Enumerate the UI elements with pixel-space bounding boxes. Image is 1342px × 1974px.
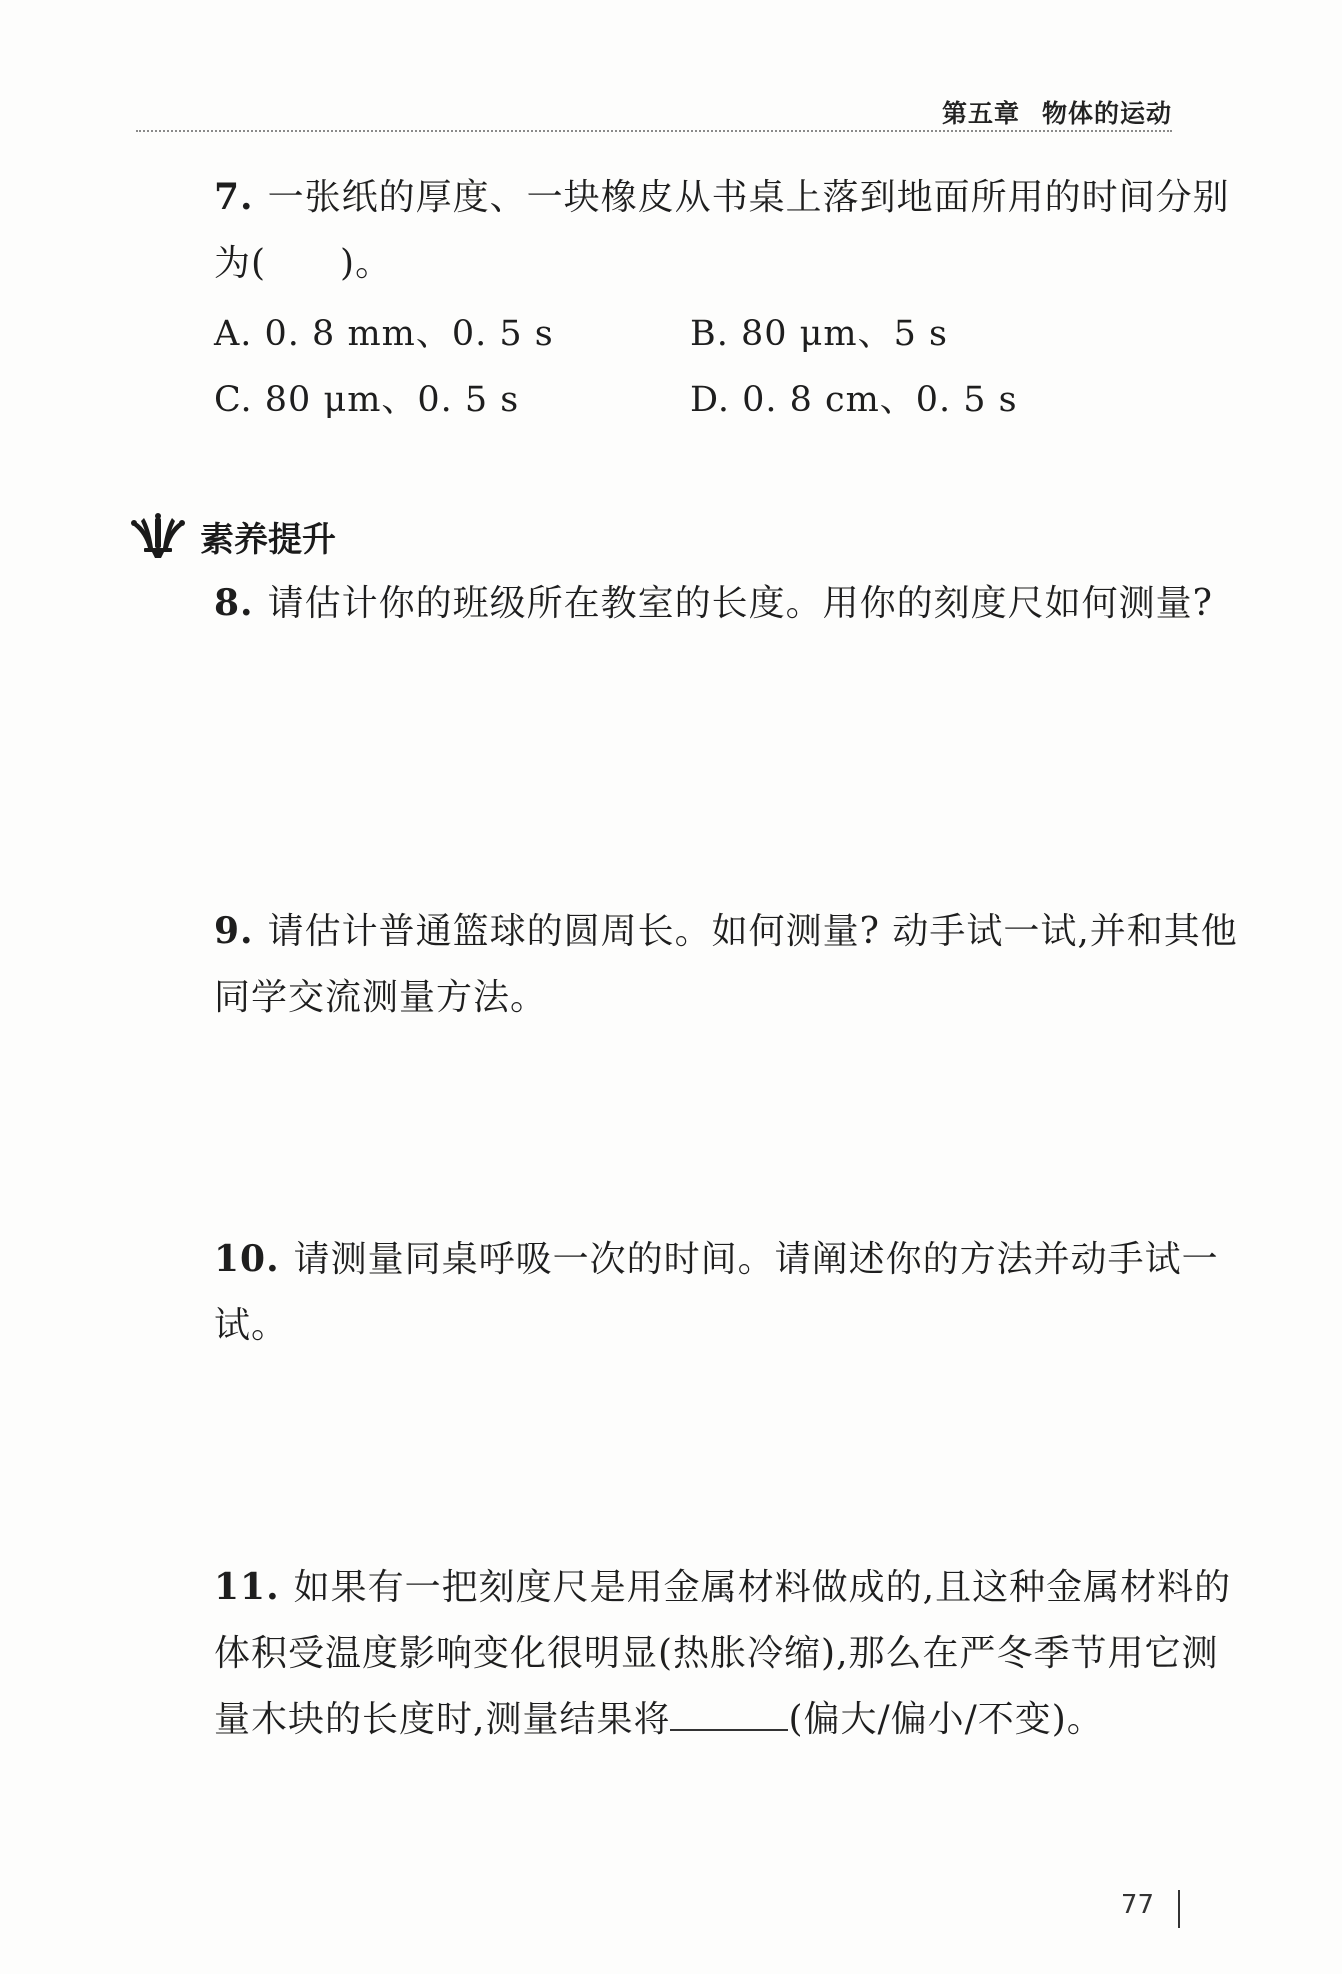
option-c: C. 80 μm、0. 5 s: [214, 380, 520, 420]
chapter-title: [942, 94, 1172, 130]
crown-ornament-icon: [130, 512, 186, 560]
option-a: A. 0. 8 mm、0. 5 s: [214, 314, 554, 354]
question-number: 8.: [214, 582, 254, 624]
question-number: 7.: [214, 176, 254, 218]
question-text: 如果有一把刻度尺是用金属材料做成的,且这种金属材料的体积受温度影响变化很明显(热胀冷缩),那么在严冬季节用它测量木块的长度时,测量结果将: [214, 1567, 1232, 1740]
chapter-name: 物体的运动: [1041, 99, 1172, 128]
question-11: [136, 1554, 1250, 1753]
option-b: B. 80 μm、5 s: [690, 314, 948, 354]
running-header: [136, 94, 1172, 132]
question-number: 11.: [214, 1566, 280, 1608]
question-10: [136, 1226, 1250, 1359]
section-heading: [130, 508, 336, 564]
chapter-number: 第五章: [941, 99, 1020, 128]
question-text-end: (偏大/偏小/不变)。: [788, 1699, 1104, 1740]
question-number: 10.: [214, 1238, 280, 1280]
question-7: [136, 164, 1250, 297]
answer-blank[interactable]: [670, 1693, 788, 1731]
question-text: 请估计你的班级所在教室的长度。用你的刻度尺如何测量?: [267, 583, 1213, 624]
question-9: [136, 898, 1250, 1031]
page-number: 77: [1120, 1890, 1154, 1920]
page-number-bar: [1178, 1890, 1180, 1928]
section-label: 素养提升: [200, 519, 336, 560]
question-text: 一张纸的厚度、一块橡皮从书桌上落到地面所用的时间分别为( )。: [214, 177, 1230, 284]
question-text: 请估计普通篮球的圆周长。如何测量? 动手试一试,并和其他同学交流测量方法。: [214, 911, 1238, 1018]
question-number: 9.: [214, 910, 254, 952]
question-8: [136, 570, 1250, 637]
option-d: D. 0. 8 cm、0. 5 s: [690, 380, 1018, 420]
question-text: 请测量同桌呼吸一次的时间。请阐述你的方法并动手试一试。: [214, 1239, 1219, 1346]
